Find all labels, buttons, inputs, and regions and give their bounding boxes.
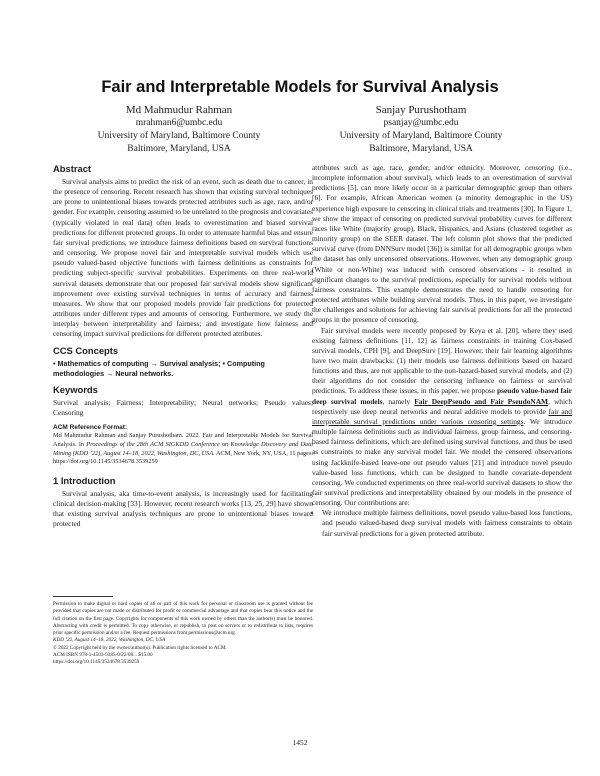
author-block-2 [321, 104, 521, 156]
footnote-divider [53, 596, 113, 597]
right-column [312, 163, 572, 539]
contributions-list [312, 508, 572, 538]
ccs-arrow: → [104, 368, 116, 378]
reference-venue: Proceedings of the 28th ACM SIGKDD Conference on Knowledge Discovery and Data Mining (KDD ’22), August 14–18, 2022, Washington, DC, USA. [53, 441, 313, 457]
bold-term: pseudo value-based fair deep survival models [312, 386, 572, 406]
permission-text: Permission to make digital or hard copies of all or part of this work for personal or classroom use is granted without fee provided that copies are not made or distributed for profit or commercial advantage and that copies bear this notice and the full citation on the first page. Copyrights for components of this work owned by others than the author(s) must be honored. Abstracting with credit is permitted. To copy otherwise, or republish, to post on servers or to redistribute to lists, requires prior specific permission and/or a fee. Request permissions from permissions@acm.org. [53, 601, 313, 637]
abstract-text: Survival analysis aims to predict the risk of an event, such as death due to cancer, in the presence of censoring. Recent research has shown that existing survival techniques are prone to unintentional biases towards protected attributes such as age, race, and/or gender. For example, censoring assumed to be unrelated to the prognosis and covariates (typically violated in real data) often leads to overestimation and biased survival predictions for different protected groups. In order to attenuate harmful bias and ensure fair survival predictions, we introduce fairness definitions based on survival functions and censoring. We propose novel fair and interpretable survival models which use pseudo valued-based objective functions with fairness definitions as constraints for predicting subject-specific survival probabilities. Experiments on three real-world survival datasets demonstrate that our proposed fair survival models show significant improvement over existing survival techniques in terms of accuracy and fairness measures. We show that our proposed models provide fair predictions for protected attributes under different types and amounts of censoring. Furthermore, we study the interplay between interpretability and fairness; and investigate how fairness and censoring impact survival predictions for different protected attributes. [53, 177, 313, 339]
author-email: mrahman6@umbc.edu [135, 118, 223, 128]
ccs-term: Mathematics of computing [57, 358, 149, 368]
ccs-separator: ; • [218, 358, 228, 368]
conference-line: KDD ’22, August 14–18, 2022, Washington, DC, USA [53, 637, 166, 644]
permission-notice [53, 601, 313, 667]
introduction-text: Survival analysis, aka time-to-event analysis, is increasingly used for facilitating clinical decision-making [33]. However, recent research works [13, 25, 29] have shown that existing survival analysis techniques are prone to unintentional biases toward protected [53, 488, 313, 529]
ccs-term: Neural networks [115, 368, 172, 378]
keywords-text: Survival analysis; Fairness; Interpretability; Neural networks; Pseudo values; Censoring [53, 397, 313, 417]
author-location: Baltimore, Maryland, USA [369, 144, 473, 154]
acm-reference-format [53, 424, 313, 467]
author-email: psanjay@umbc.edu [383, 118, 459, 128]
doi-link[interactable]: https://doi.org/10.1145/3534678.3539259 [53, 659, 140, 666]
intro-paragraph-2 [312, 326, 572, 509]
reference-heading: ACM Reference Format: [53, 423, 128, 431]
text-span: (i.e., incomplete information about survival), which leads to an overestimation of survival predictions [5], can more likely occur in a particular demographic group than others [6]. For example, African American women (a minority demographic in the US) experience high exposure to censoring in clinical trials and treatments [30]. In Figure 1, we show the impact of censoring on predicted survival probability curves for different races like White (majority group), Black, Hispanics, and Asians (clustered together as minority group) on the SEER dataset. The left column plot shows that the predicted survival curve (from DNNSurv model [36]) is similar for all demographic groups when the dataset has only uncensored observations. However, when any demographic group (White or non-White) was induced with censored observations - it resulted in significant changes to the survival predictions, especially for survival models without fairness constraints. This example demonstrates the need to handle censoring for protected attributes while building survival models. Thus, in this paper, we investigate the challenges and solutions for achieving fair survival predictions for all the protected groups in the presence of censoring. [312, 163, 573, 325]
ccs-arrow: → [148, 358, 160, 368]
reference-authors: Md Mahmudur Rahman and Sanjay Purushotham. 2022. Fair and Interpretable Models for Survival Analysis. In [53, 432, 313, 448]
text-span: , namely [382, 396, 415, 406]
introduction-heading: 1 Introduction [53, 474, 116, 486]
emphasis-term: censoring [524, 163, 555, 172]
page-number: 1452 [292, 738, 308, 747]
list-item: • We introduce multiple fairness definitions, novel pseudo value-based loss functions, and pseudo valued-based deep survival models with fairness constraints to obtain fair survival predictions for a given protected attribute. [322, 508, 572, 538]
paper-title: Fair and Interpretable Models for Survival Analysis [101, 78, 499, 96]
intro-paragraph-1 [312, 163, 572, 326]
author-affiliation: University of Maryland, Baltimore County [339, 131, 503, 141]
left-column [53, 163, 313, 529]
ccs-concepts: • Mathematics of computing → Survival analysis; • Computing methodologies → Neural networks. [53, 358, 265, 378]
keywords-heading: Keywords [53, 383, 98, 395]
underlined-phrase: fair and interpretable survival predictions under various censoring settings [312, 406, 572, 426]
author-affiliation: University of Maryland, Baltimore County [97, 131, 261, 141]
abstract-heading: Abstract [53, 163, 92, 174]
ccs-heading: CCS Concepts [53, 344, 119, 356]
model-names: Fair DeepPseudo and Fair PseudoNAM [414, 396, 549, 406]
author-name: Md Mahmudur Rahman [125, 104, 233, 116]
ccs-term: Survival analysis [159, 358, 219, 368]
text-span: . We introduce multiple fairness definitions such as individual fairness, group fairness, and censoring-based fairness definitions, which are defined using survival functions, and thus be used as constraints to make any survival model fair. We model the censored observations using Jackknife-based leave-one out pseudo values [21] and introduce novel pseudo value-based loss functions, which can be designed to handle covariate-dependent censoring. We conducted experiments on three real-world survival datasets to show the fair survival predictions and interpretability obtained by our models in the presence of censoring. Our contributions are: [312, 416, 573, 508]
copyright-line: © 2022 Copyright held by the owner/author(s). Publication rights licensed to ACM. [53, 644, 227, 651]
author-block-1 [79, 104, 279, 156]
author-name: Sanjay Purushotham [375, 104, 467, 116]
text-span: , which respectively use deep neural networks and neural additive models to provide [312, 396, 573, 416]
ccs-end: . [171, 368, 174, 378]
text-span: Fair survival models were recently proposed by Keya et al. [20], where they used existing fairness definitions [11, 12] as fairness constraints in training Cox-based survival models, CPH [9], and DeepSurv [19]. However, their fair learning algorithms have two main drawbacks: (1) their models use fairness definitions based on hazard functions and thus, are not applicable to the non-hazard-based survival models, and (2) their algorithms do not consider the censoring influence on fairness or survival predictions. To address these issues, in this paper, we propose [312, 325, 572, 396]
isbn-line: ACM ISBN 978-1-4503-9385-0/22/08... $15.00 [53, 652, 153, 659]
text-span: attributes such as age, race, gender, and/or ethnicity. Moreover, [312, 163, 525, 172]
author-location: Baltimore, Maryland, USA [127, 144, 231, 154]
ccs-term: Computing methodologies [53, 358, 265, 378]
reference-rest: ACM, New York, NY, USA, 11 pages. https://doi.org/10.1145/3534678.3539259 [53, 449, 313, 466]
